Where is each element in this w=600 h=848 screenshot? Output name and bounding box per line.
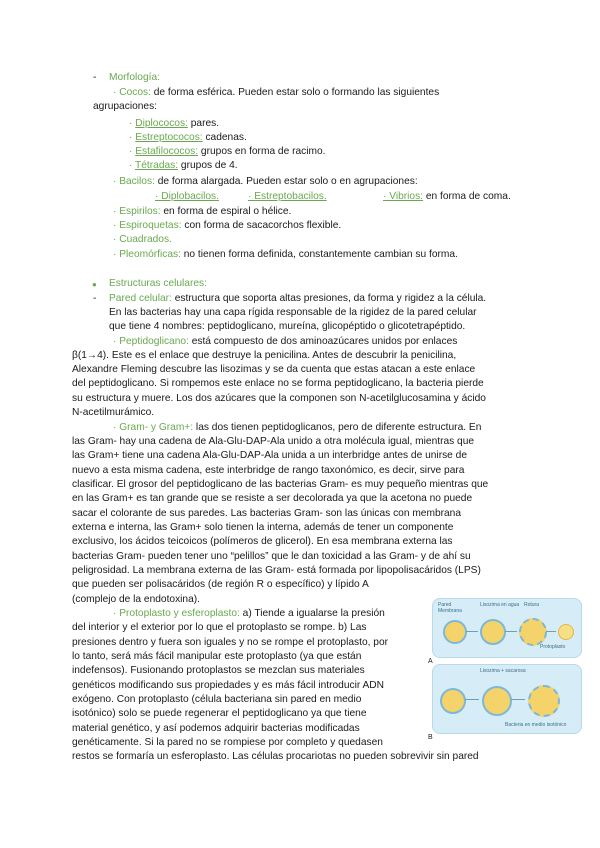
cocos-item-label: Estreptococos:	[135, 132, 203, 143]
cocos-item: · Estreptococos: cadenas.	[129, 132, 247, 143]
bacilos-item-label: · Estreptobacilos.	[248, 191, 327, 202]
panel-a-letter: A	[428, 658, 433, 665]
cocos-item-text: pares.	[187, 118, 220, 129]
cocos-label: · Cocos:	[113, 87, 151, 98]
cuadrados-label: · Cuadrados.	[113, 234, 172, 245]
bacilos-item	[155, 190, 219, 203]
pared-text: estructura que soporta altas presiones, da forma y rigidez a la célula.	[171, 293, 487, 304]
process-arrow	[505, 631, 517, 632]
figure-label: Pared	[438, 602, 452, 608]
bacilos-item-text: en forma de coma.	[423, 191, 511, 202]
gram-line: nuevo a esta misma cadena, este interbridge de rango taxonómico, es decir, sirve para	[72, 465, 465, 476]
pepti-line: Alexandre Fleming descubre las lisozimas y se da cuenta que estas atacan a este enlace	[72, 364, 476, 375]
proto-label: · Protoplasto y esferoplasto:	[113, 608, 240, 619]
pared-line-1	[109, 292, 486, 305]
pared-label: Pared celular:	[109, 293, 172, 304]
cocos-item: · Estafilococos: grupos en forma de racimo.	[129, 146, 326, 157]
proto-line: exógeno. Con protoplasto (célula bacteriana sin pared en medio	[72, 694, 362, 705]
pleomorficas-line	[113, 248, 458, 261]
pepti-text: está compuesto de dos aminoazúcares unidos por enlaces	[188, 336, 458, 347]
proto-line: isotónico) solo se puede regenerar el peptidoglicano ya que tiene	[72, 708, 367, 719]
cocos-item: · Diplococos: pares.	[129, 118, 220, 129]
proto-text: a) Tiende a igualarse la presión	[239, 608, 385, 619]
cocos-item-label: Diplococos:	[135, 118, 188, 129]
proto-line: genéticamente. Si la pared no se rompiese por completo y quedasen	[72, 737, 383, 748]
proto-line: lo tanto, será más fácil manipular este protoplasto (ya que están	[72, 651, 362, 662]
gram-line: que pueden ser polisacáridos (de región R o específico) y lípido A	[72, 579, 369, 590]
process-arrow	[465, 699, 479, 700]
panel-b-letter: B	[428, 734, 433, 741]
process-arrow	[511, 699, 525, 700]
figure-label: Protoplasto	[540, 644, 566, 650]
proto-line: presiones dentro y fuera son iguales y no se rompe el protoplasto, por	[72, 637, 388, 648]
pared-line: que tiene 4 nombres: peptidoglicano, mureína, glicopéptido o glicotetrapéptido.	[109, 321, 466, 332]
pepti-line: su estructura y muere. Los dos azúcares que la componen son N-acetilglucosamina y ácido	[72, 393, 486, 404]
cocos-item-text: cadenas.	[202, 132, 247, 143]
cocos-text: de forma esférica. Pueden estar solo o formando las siguientes	[150, 87, 440, 98]
gram-line: peligrosidad. La membrana externa de las Gram- está formada por lipopolisacáridos (LPS)	[72, 565, 481, 576]
gram-line: exclusivo, los ácidos teicoicos (polímeros de glicerol). En esa membrana externa las	[72, 536, 453, 547]
gram-label: · Gram- y Gram+:	[113, 422, 194, 433]
bacilos-item-label: · Vibrios:	[383, 191, 424, 202]
pared-line: En las bacterias hay una capa rígida responsable de la rigidez de la pared celular	[109, 307, 477, 318]
estructuras-bullet: ●	[92, 280, 97, 289]
cocos-item-text: grupos en forma de racimo.	[198, 146, 326, 157]
morfologia-title: Morfología:	[109, 72, 160, 83]
proto-line-1	[113, 607, 385, 620]
figure-label: Membrana	[438, 608, 462, 614]
bacilos-text: de forma alargada. Pueden estar solo o en agrupaciones:	[154, 176, 418, 187]
bacteria-cell	[440, 688, 466, 714]
espiroquetas-line	[113, 219, 341, 232]
gram-line: clasificar. El grosor del peptidoglicano de las bacterias Gram- es muy pequeño mientras que	[72, 479, 489, 490]
bacteria-cell	[519, 618, 547, 646]
gram-text: las dos tienen peptidoglicanos, pero de diferente estructura. En	[193, 422, 482, 433]
figure-label: Rotura	[524, 602, 540, 608]
pepti-line: β(1→4). Este es el enlace que destruye la penicilina. Antes de descubrir la penicilina,	[72, 350, 457, 361]
bacteria-cell	[480, 619, 506, 645]
espirilos-line	[113, 205, 291, 218]
pleomorficas-text: no tienen forma definida, constantemente cambian su forma.	[180, 249, 458, 260]
proto-line: restos se formaría un esferoplasto. Las células procariotas no pueden sobrevivir sin pared	[72, 751, 479, 762]
bacteria-cell	[482, 686, 512, 716]
cocos-text-2: agrupaciones:	[93, 101, 158, 112]
process-arrow	[546, 631, 556, 632]
morfologia-bullet: -	[93, 72, 97, 83]
gram-line: las Gram+ tiene una cadena Ala-Glu-DAP-Ala unida a un interbridge antes de unirse de	[72, 450, 468, 461]
gram-line: bacterias Gram- pueden tener uno “pelillos” que le dan toxicidad a las Gram- y de ahí su	[72, 551, 471, 562]
gram-line: en las Gram+ es tan grande que se resiste a ser decolorada ya que la acetona no puede	[72, 493, 473, 504]
espirilos-label: · Espirilos:	[113, 206, 161, 217]
gram-line: las Gram- hay una cadena de Ala-Glu-DAP-Ala unido a otra molécula igual, mientras que	[72, 436, 475, 447]
bacilos-item-label: · Diplobacilos.	[155, 191, 219, 202]
bacilos-item	[248, 190, 327, 203]
gram-line: externa e interna, las Gram+ solo tienen la interna, además de tener un componente	[72, 522, 454, 533]
pared-bullet: -	[93, 293, 97, 304]
pepti-label: · Peptidoglicano:	[113, 336, 189, 347]
pleomorficas-label: · Pleomórficas:	[113, 249, 181, 260]
gram-line: sacar el colorante de sus paredes. Las bacterias Gram- son las únicas con membrana	[72, 508, 462, 519]
bacteria-cell	[528, 685, 560, 717]
proto-line: del interior y el exterior por lo que el protoplasto se rompe. b) Las	[72, 622, 367, 633]
bacteria-cell	[443, 620, 467, 644]
process-arrow	[466, 631, 478, 632]
cocos-item-label: Estafilococos:	[135, 146, 199, 157]
protoplast-cell	[558, 624, 574, 640]
pepti-line-1	[113, 335, 457, 348]
estructuras-title: Estructuras celulares:	[109, 278, 207, 289]
figure-label: Bacteria en medio isotónico	[505, 722, 567, 728]
gram-line-1	[113, 421, 481, 434]
bacilos-item	[383, 190, 511, 203]
figure-label: Lisozima en agua	[480, 602, 520, 608]
cocos-item: · Tétradas: grupos de 4.	[129, 160, 238, 171]
espiroquetas-text: con forma de sacacorchos flexible.	[181, 220, 342, 231]
proto-line: indefensos). Fusionando protoplastos se mezclan sus materiales	[72, 665, 365, 676]
cocos-item-text: grupos de 4.	[178, 160, 238, 171]
pepti-line: N-acetilmurámico.	[72, 407, 155, 418]
bacilos-label: · Bacilos:	[113, 176, 155, 187]
espirilos-text: en forma de espiral o hélice.	[160, 206, 292, 217]
gram-line: (complejo de la endotoxina).	[72, 594, 200, 605]
cocos-line	[113, 86, 439, 99]
cocos-item-label: Tétradas:	[135, 160, 179, 171]
proto-line: genéticos modificando sus propiedades y es más fácil introducir ADN	[72, 680, 385, 691]
pepti-line: del peptidoglicano. Si rompemos este enlace no se forma peptidoglicano, la bacteria pierde	[72, 378, 484, 389]
proto-line: material genético, y así podemos adquirir bacterias modificadas	[72, 723, 360, 734]
figure-label: Lisozima + sacarosa	[480, 668, 526, 674]
espiroquetas-label: · Espiroquetas:	[113, 220, 182, 231]
bacilos-line	[113, 175, 418, 188]
